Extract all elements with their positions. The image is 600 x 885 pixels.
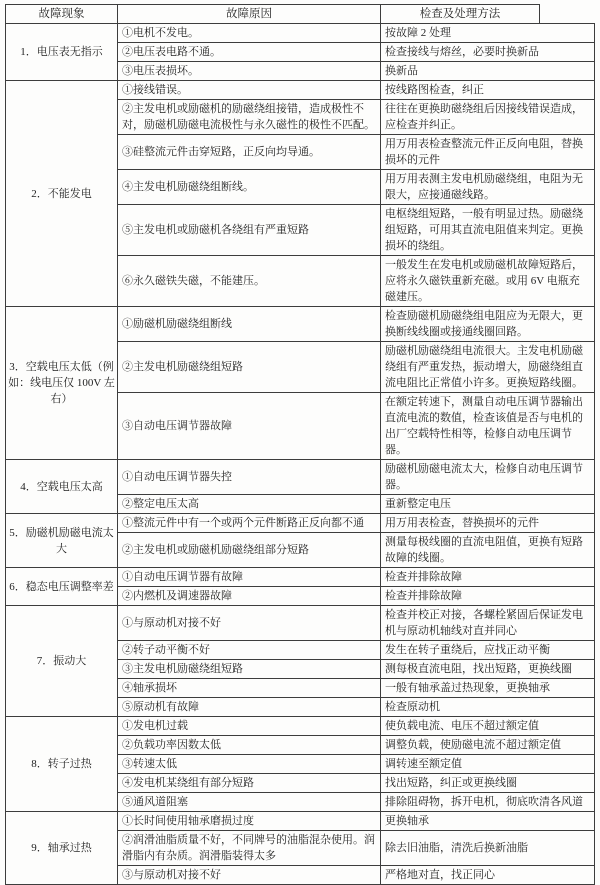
remedy-cell: 检查励磁机励磁绕组电阻应为无限大，更换断线线圈或接通线圈回路。 xyxy=(381,307,595,342)
header-phenomenon: 故障现象 xyxy=(6,5,118,24)
remedy-cell: 用万用表测主发电机励磁绕组，电阻为无限大，应接通磁线路。 xyxy=(381,170,595,205)
cause-cell: ②主发电机励磁绕组短路 xyxy=(118,342,381,393)
table-row xyxy=(6,812,595,831)
remedy-cell: 检查接线与熔丝，必要时换新品 xyxy=(381,43,595,62)
cause-cell: ②转子动平衡不好 xyxy=(118,641,381,660)
cause-cell: ①励磁机励磁绕组断线 xyxy=(118,307,381,342)
remedy-cell: 更换轴承 xyxy=(381,812,595,831)
remedy-cell: 调转速至额定值 xyxy=(381,755,595,774)
remedy-cell: 调整负载，使励磁电流不超过额定值 xyxy=(381,736,595,755)
cause-cell: ②负载功率因数太低 xyxy=(118,736,381,755)
fault-2-phenomenon: 2．不能发电 xyxy=(6,81,118,307)
cause-cell: ③主发电机励磁绕组短路 xyxy=(118,660,381,679)
cause-cell: ②主发电机或励磁机励磁绕组部分短路 xyxy=(118,533,381,568)
remedy-cell: 用万用表检查，替换损坏的元件 xyxy=(381,514,595,533)
table-row xyxy=(6,81,595,100)
remedy-cell: 测量每极线圈的直流电阻值，更换有短路故障的线圈。 xyxy=(381,533,595,568)
remedy-cell: 用万用表检查整流元件正反向电阻，替换损坏的元件 xyxy=(381,135,595,170)
remedy-cell: 发生在转子重绕后，应找正动平衡 xyxy=(381,641,595,660)
remedy-cell: 使负载电流、电压不超过额定值 xyxy=(381,717,595,736)
cause-cell: ①自动电压调节器有故障 xyxy=(118,568,381,587)
fault-3-phenomenon: 3．空载电压太低（例如：线电压仅 100V 左右） xyxy=(6,307,118,460)
remedy-cell: 测每极直流电阻，找出短路，更换线圈 xyxy=(381,660,595,679)
cause-cell: ⑥永久磁铁失磁，不能建压。 xyxy=(118,256,381,307)
remedy-cell: 找出短路，纠正或更换线圈 xyxy=(381,774,595,793)
document-sheet xyxy=(5,4,595,885)
remedy-cell: 励磁机励磁电流太大，检修自动电压调节器。 xyxy=(381,460,595,495)
cause-cell: ①自动电压调节器失控 xyxy=(118,460,381,495)
table-header-row xyxy=(6,5,595,24)
cause-cell: ⑤通风道阻塞 xyxy=(118,793,381,812)
remedy-cell: 严格地对直，找正同心 xyxy=(381,866,595,885)
table-row xyxy=(6,606,595,641)
fault-4-phenomenon: 4．空载电压太高 xyxy=(6,460,118,514)
fault-1-phenomenon: 1．电压表无指示 xyxy=(6,24,118,81)
fault-6-phenomenon: 6．稳态电压调整率差 xyxy=(6,568,118,606)
table-row xyxy=(6,24,595,43)
remedy-cell: 重新整定电压 xyxy=(381,495,595,514)
remedy-cell: 除去旧油脂，清洗后换新油脂 xyxy=(381,831,595,866)
fault-8-phenomenon: 8．转子过热 xyxy=(6,717,118,812)
cause-cell: ①电机不发电。 xyxy=(118,24,381,43)
fault-7-phenomenon: 7．振动大 xyxy=(6,606,118,717)
remedy-cell: 换新品 xyxy=(381,62,595,81)
header-remedy: 检查及处理方法 xyxy=(381,5,540,24)
remedy-cell: 在额定转速下，测量自动电压调节器输出直流电流的数值，检查该值是否与电机的出厂空载特性相等，检修自动电压调节器。 xyxy=(381,393,595,460)
cause-cell: ②主发电机或励磁机的励磁绕组接错，造成极性不对，励磁机励磁电流极性与永久磁性的极性不匹配。 xyxy=(118,100,381,135)
table-row xyxy=(6,568,595,587)
cause-cell: ①与原动机对接不好 xyxy=(118,606,381,641)
table-row xyxy=(6,307,595,342)
table-row xyxy=(6,717,595,736)
cause-cell: ①长时间使用轴承磨损过度 xyxy=(118,812,381,831)
cause-cell: ②电压表电路不通。 xyxy=(118,43,381,62)
cause-cell: ④主发电机励磁绕组断线。 xyxy=(118,170,381,205)
cause-cell: ③电压表损坏。 xyxy=(118,62,381,81)
remedy-cell: 检查原动机 xyxy=(381,698,595,717)
cause-cell: ③自动电压调节器故障 xyxy=(118,393,381,460)
cause-cell: ②内燃机及调速器故障 xyxy=(118,587,381,606)
remedy-cell: 按故障 2 处理 xyxy=(381,24,595,43)
cause-cell: ④发电机某绕组有部分短路 xyxy=(118,774,381,793)
cause-cell: ②整定电压太高 xyxy=(118,495,381,514)
header-filler xyxy=(540,5,595,24)
remedy-cell: 一般有轴承盖过热现象，更换轴承 xyxy=(381,679,595,698)
remedy-cell: 检查并校正对接，各螺栓紧固后保证发电机与原动机轴线对直并同心 xyxy=(381,606,595,641)
cause-cell: ③硅整流元件击穿短路，正反向均导通。 xyxy=(118,135,381,170)
remedy-cell: 排除阻碍物，拆开电机，彻底吹清各风道 xyxy=(381,793,595,812)
cause-cell: ⑤主发电机或励磁机各绕组有严重短路 xyxy=(118,205,381,256)
remedy-cell: 检查并排除故障 xyxy=(381,568,595,587)
cause-cell: ②润滑油脂质量不好，不同牌号的油脂混杂使用。润滑脂内有杂质。润滑脂装得太多 xyxy=(118,831,381,866)
cause-cell: ④轴承损坏 xyxy=(118,679,381,698)
remedy-cell: 往往在更换助磁绕组后因接线错误造成，应检查并纠正。 xyxy=(381,100,595,135)
fault-9-phenomenon: 9．轴承过热 xyxy=(6,812,118,885)
cause-cell: ①接线错误。 xyxy=(118,81,381,100)
fault-5-phenomenon: 5．励磁机励磁电流太大 xyxy=(6,514,118,568)
table-row xyxy=(6,514,595,533)
remedy-cell: 一般发生在发电机或励磁机故障短路后，应将永久磁铁重新充磁。或用 6V 电瓶充磁建压。 xyxy=(381,256,595,307)
fault-table xyxy=(5,4,595,885)
remedy-cell: 按线路图检查，纠正 xyxy=(381,81,595,100)
cause-cell: ①发电机过载 xyxy=(118,717,381,736)
cause-cell: ⑤原动机有故障 xyxy=(118,698,381,717)
header-cause: 故障原因 xyxy=(118,5,381,24)
cause-cell: ③与原动机对接不好 xyxy=(118,866,381,885)
remedy-cell: 电枢绕组短路，一般有明显过热。励磁绕组短路，可用其直流电阻值来判定。更换损坏的绕组。 xyxy=(381,205,595,256)
cause-cell: ③转速太低 xyxy=(118,755,381,774)
cause-cell: ①整流元件中有一个或两个元件断路正反向都不通 xyxy=(118,514,381,533)
table-row xyxy=(6,460,595,495)
remedy-cell: 励磁机励磁绕组电流很大。主发电机励磁绕组有严重发热，振动增大，励磁绕组直流电阻比正常值小许多。更换短路线圈。 xyxy=(381,342,595,393)
remedy-cell: 检查并排除故障 xyxy=(381,587,595,606)
